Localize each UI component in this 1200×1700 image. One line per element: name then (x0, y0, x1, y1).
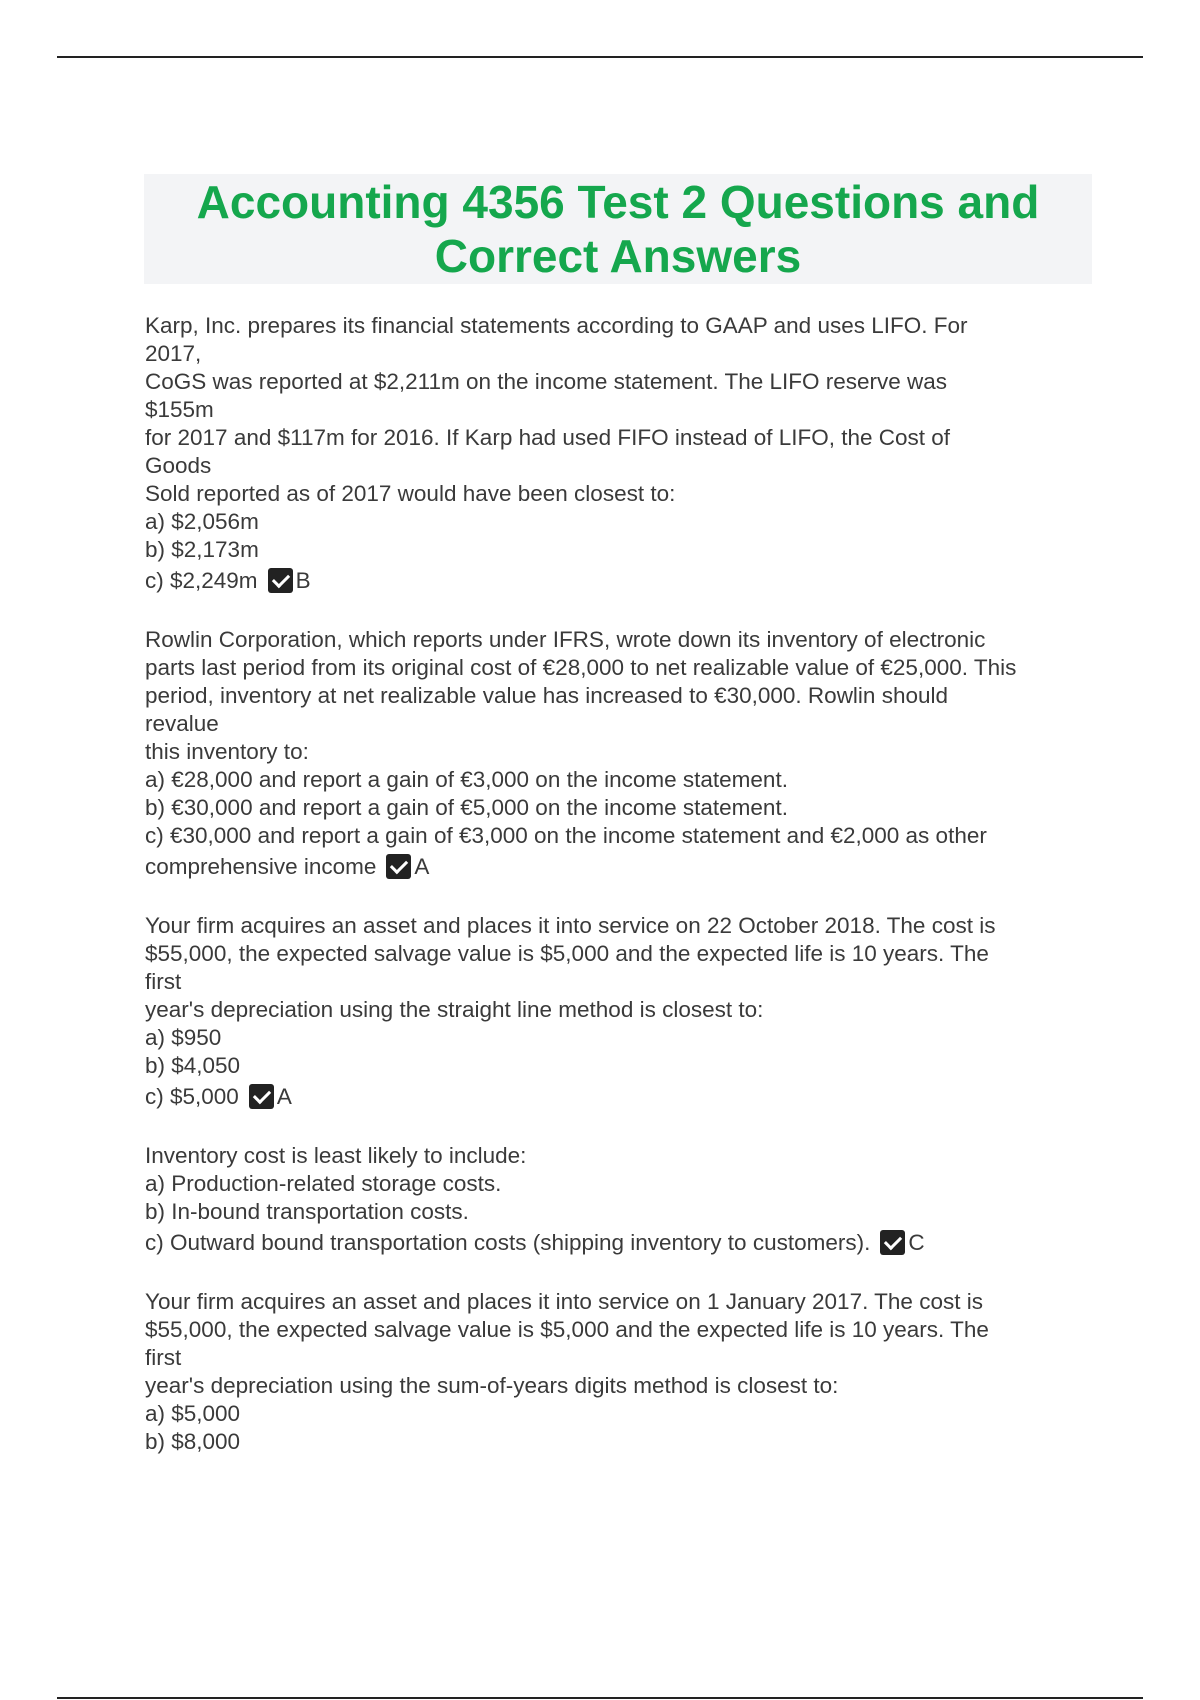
answer-option: a) Production-related storage costs. (145, 1171, 502, 1196)
top-rule (57, 56, 1143, 58)
question-stem-line: Karp, Inc. prepares its financial statements according to GAAP and uses LIFO. For (145, 313, 968, 338)
question-stem-line: year's depreciation using the straight line method is closest to: (145, 997, 764, 1022)
question-3 (145, 912, 1105, 1114)
correct-answer: C (908, 1230, 925, 1255)
answer-option: c) €30,000 and report a gain of €3,000 on the income statement and €2,000 as other (145, 823, 987, 848)
document-title (197, 175, 1040, 283)
correct-answer: B (295, 568, 311, 593)
answer-option-text: c) Outward bound transportation costs (shipping inventory to customers). (145, 1230, 871, 1255)
checkmark-icon (249, 1084, 274, 1109)
document-title-line-1: Accounting 4356 Test 2 Questions and (196, 176, 1040, 228)
question-stem-line: $55,000, the expected salvage value is $5,000 and the expected life is 10 years. The (145, 1317, 989, 1342)
question-stem-line: 2017, (145, 341, 202, 366)
question-stem-line: period, inventory at net realizable value has increased to €30,000. Rowlin should (145, 683, 949, 708)
bottom-rule (57, 1697, 1143, 1699)
title-banner (144, 174, 1092, 284)
answer-option-text: c) $5,000 (145, 1084, 239, 1109)
question-stem-line: Sold reported as of 2017 would have been closest to: (145, 481, 676, 506)
answer-option: b) €30,000 and report a gain of €5,000 on the income statement. (145, 795, 788, 820)
question-list (145, 312, 1105, 1484)
answer-option: a) $950 (145, 1025, 222, 1050)
answer-option: b) $4,050 (145, 1053, 241, 1078)
checkmark-icon (268, 568, 293, 593)
question-1 (145, 312, 1105, 598)
question-stem-line: parts last period from its original cost of €28,000 to net realizable value of €25,000. This (145, 655, 1017, 680)
checkmark-icon (386, 854, 411, 879)
answer-option: b) $2,173m (145, 537, 259, 562)
question-stem-line: $155m (145, 397, 214, 422)
question-stem-line: for 2017 and $117m for 2016. If Karp had used FIFO instead of LIFO, the Cost of (145, 425, 951, 450)
question-stem-line: Your firm acquires an asset and places it into service on 1 January 2017. The cost is (145, 1289, 983, 1314)
question-stem-line: Rowlin Corporation, which reports under IFRS, wrote down its inventory of electronic (145, 627, 986, 652)
answer-option: b) $8,000 (145, 1429, 241, 1454)
correct-answer: A (276, 1084, 292, 1109)
question-stem-line: this inventory to: (145, 739, 309, 764)
question-stem-line: CoGS was reported at $2,211m on the income statement. The LIFO reserve was (145, 369, 948, 394)
question-2 (145, 626, 1105, 884)
question-stem-line: Inventory cost is least likely to include: (145, 1143, 527, 1168)
answer-option: a) €28,000 and report a gain of €3,000 on the income statement. (145, 767, 788, 792)
answer-option-text: c) $2,249m (145, 568, 258, 593)
question-stem-line: Goods (145, 453, 212, 478)
question-stem-line: $55,000, the expected salvage value is $5,000 and the expected life is 10 years. The (145, 941, 989, 966)
answer-option-last (145, 850, 1105, 884)
question-stem-line: first (145, 969, 182, 994)
document-title-line-2: Correct Answers (434, 230, 802, 282)
question-stem-line: year's depreciation using the sum-of-years digits method is closest to: (145, 1373, 839, 1398)
answer-option-last (145, 1226, 1105, 1260)
answer-option-text: comprehensive income (145, 854, 377, 879)
correct-answer: A (414, 854, 430, 879)
checkmark-icon (880, 1230, 905, 1255)
answer-option-last (145, 564, 1105, 598)
question-stem-line: first (145, 1345, 182, 1370)
answer-option-last (145, 1080, 1105, 1114)
answer-option: a) $5,000 (145, 1401, 241, 1426)
question-stem-line: Your firm acquires an asset and places it into service on 22 October 2018. The cost is (145, 913, 996, 938)
question-4 (145, 1142, 1105, 1260)
answer-option: b) In-bound transportation costs. (145, 1199, 469, 1224)
question-5 (145, 1288, 1105, 1456)
answer-option: a) $2,056m (145, 509, 259, 534)
question-stem-line: revalue (145, 711, 219, 736)
